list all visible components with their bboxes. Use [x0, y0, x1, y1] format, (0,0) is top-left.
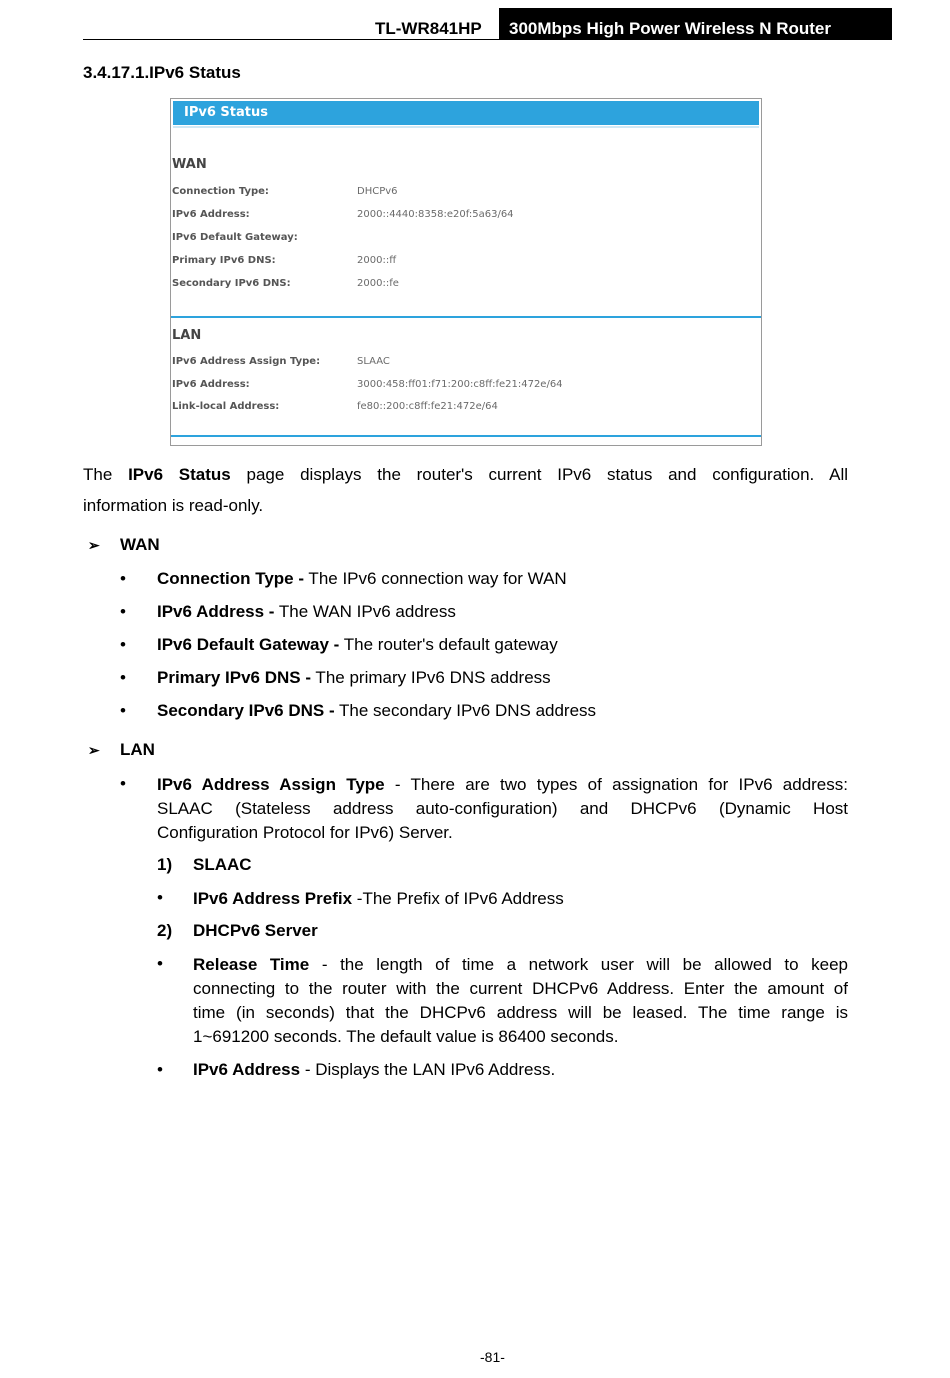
wan-section-label: WAN	[120, 535, 160, 554]
lan-section-heading	[88, 740, 155, 760]
release-line-1	[193, 953, 848, 977]
dhcp-number: 2)	[157, 921, 173, 940]
intro-text: The	[83, 465, 113, 484]
bullet-icon: •	[157, 954, 163, 973]
wan-value: 2000::4440:8358:e20f:5a63/64	[357, 209, 514, 220]
item-desc: - Displays the LAN IPv6 Address.	[300, 1060, 556, 1079]
item-term: Secondary IPv6 DNS -	[157, 701, 335, 720]
intro-line-2: information is read-only.	[83, 496, 264, 515]
arrow-bullet-icon: ➢	[88, 742, 100, 758]
page-number: -81-	[480, 1349, 505, 1365]
item-desc: The WAN IPv6 address	[274, 602, 456, 621]
intro-line-1	[83, 459, 848, 490]
wan-value: 2000::ff	[357, 255, 397, 266]
bullet-icon: •	[120, 668, 126, 687]
bullet-icon: •	[120, 602, 126, 621]
lan-value: 3000:458:ff01:f71:200:c8ff:fe21:472e/64	[357, 379, 563, 390]
item-desc: - the length of time a network user will be allowed to keep	[309, 955, 848, 974]
slaac-number: 1)	[157, 855, 173, 874]
item-term: IPv6 Address Prefix	[193, 889, 353, 908]
dhcp-title: DHCPv6 Server	[193, 921, 318, 940]
wan-heading: WAN	[172, 157, 207, 172]
item-term: Connection Type -	[157, 569, 305, 588]
ipv6-address-item	[193, 1058, 555, 1082]
lan-value: fe80::200:c8ff:fe21:472e/64	[357, 401, 498, 412]
intro-text: page displays the router's current IPv6 status and configuration. All	[246, 465, 848, 484]
wan-label: IPv6 Default Gateway:	[172, 232, 298, 243]
wan-value: 2000::fe	[357, 278, 399, 289]
item-term: Release Time	[193, 955, 310, 974]
bullet-icon: •	[120, 774, 126, 793]
wan-label: IPv6 Address:	[172, 209, 250, 220]
wan-label: Primary IPv6 DNS:	[172, 255, 276, 266]
release-line-4: 1~691200 seconds. The default value is 86400 seconds.	[193, 1027, 619, 1046]
bullet-icon: •	[157, 888, 163, 907]
arrow-bullet-icon: ➢	[88, 537, 100, 553]
section-title: 3.4.17.1.IPv6 Status	[83, 63, 241, 82]
item-term: IPv6 Address Assign Type	[157, 775, 385, 794]
header-title: 300Mbps High Power Wireless N Router	[509, 19, 831, 38]
bullet-icon: •	[120, 635, 126, 654]
wan-lan-divider	[171, 316, 761, 318]
lan-label: IPv6 Address:	[172, 379, 250, 390]
header-model: TL-WR841HP	[375, 19, 482, 38]
lan-value: SLAAC	[357, 356, 390, 367]
intro-bold-term: IPv6 Status	[128, 465, 231, 484]
panel-bottom-rule	[171, 435, 761, 437]
slaac-title: SLAAC	[193, 855, 252, 874]
bullet-icon: •	[120, 701, 126, 720]
item-desc: -The Prefix of IPv6 Address	[352, 889, 564, 908]
item-term: Primary IPv6 DNS -	[157, 668, 312, 687]
item-desc: - There are two types of assignation for IPv6 address:	[384, 775, 848, 794]
panel-title-underline	[173, 126, 759, 128]
item-desc: The router's default gateway	[339, 635, 558, 654]
lan-heading: LAN	[172, 328, 202, 343]
item-desc: The secondary IPv6 DNS address	[334, 701, 597, 720]
assign-type-line-1	[157, 773, 848, 797]
item-term: IPv6 Default Gateway -	[157, 635, 340, 654]
assign-type-line-3: Configuration Protocol for IPv6) Server.	[157, 823, 453, 842]
wan-label: Connection Type:	[172, 186, 269, 197]
lan-section-label: LAN	[120, 740, 155, 759]
lan-label: IPv6 Address Assign Type:	[172, 356, 321, 367]
item-term: IPv6 Address	[193, 1060, 301, 1079]
item-desc: The primary IPv6 DNS address	[311, 668, 551, 687]
item-term: IPv6 Address -	[157, 602, 275, 621]
bullet-icon: •	[120, 569, 126, 588]
wan-label: Secondary IPv6 DNS:	[172, 278, 291, 289]
bullet-icon: •	[157, 1060, 163, 1079]
lan-label: Link-local Address:	[172, 401, 280, 412]
assign-type-line-2: SLAAC (Stateless address auto-configuration) and DHCPv6 (Dynamic Host	[157, 799, 848, 818]
wan-value: DHCPv6	[357, 186, 398, 197]
release-line-3: time (in seconds) that the DHCPv6 address will be leased. The time range is	[193, 1003, 848, 1022]
item-desc: The IPv6 connection way for WAN	[304, 569, 567, 588]
panel-title: IPv6 Status	[173, 101, 759, 125]
wan-section-heading	[88, 535, 160, 555]
prefix-item	[193, 887, 564, 911]
release-line-2: connecting to the router with the current DHCPv6 Address. Enter the amount of	[193, 979, 848, 998]
ipv6-status-screenshot	[170, 98, 762, 446]
